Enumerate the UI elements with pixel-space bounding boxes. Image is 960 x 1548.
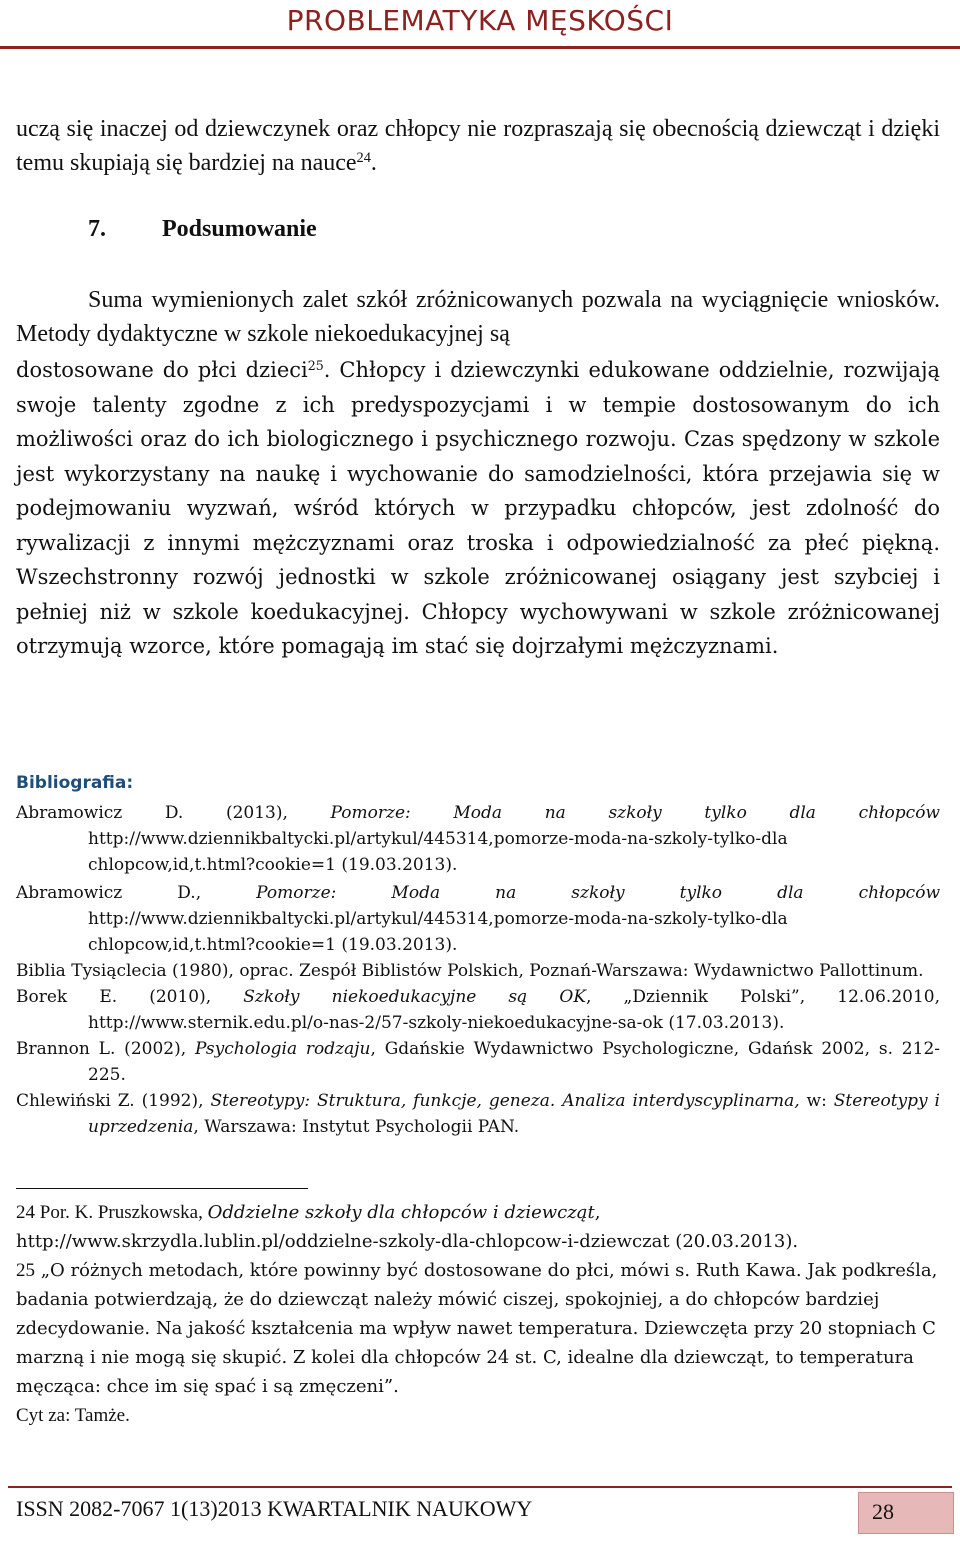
bib-author: Abramowicz D. (2013), [16,803,331,823]
bib-entry [16,1036,940,1088]
footnote-24 [16,1198,940,1256]
journal-info: ISSN 2082-7067 1(13)2013 KWARTALNIK NAUKOWY [16,1496,533,1521]
footnotes [16,1198,940,1430]
footnote-citation: Cyt za: Tamże. [16,1405,130,1426]
bib-entry: Biblia Tysiąclecia (1980), oprac. Zespół Biblistów Polskich, Poznań-Warszawa: Wydawnictwo Pallottinum. [16,961,924,981]
footnote-link[interactable]: , http://www.skrzydla.lublin.pl/oddzielne-szkoly-dla-chlopcow-i-dziewczat (20.03.2013). [16,1202,799,1252]
header-rule [0,46,960,49]
paragraph-intro [16,112,940,180]
bib-connector: w: [799,1091,834,1111]
footnote-text: Por. K. Pruszkowska, [35,1202,208,1223]
footnote-25 [16,1256,940,1401]
paragraph-intro-end: . [370,150,377,176]
page-footer [0,1486,960,1548]
bib-title: Stereotypy: Struktura, funkcje, geneza. Analiza interdyscyplinarna, [210,1091,800,1111]
bib-link[interactable]: http://www.dziennikbaltycki.pl/artykul/445314,pomorze-moda-na-szkoly-tylko-dla chlopcow,id,t.html?cookie=1 (19.03.2013). [88,909,788,955]
bib-title: Pomorze: Moda na szkoły tylko dla chłopców [256,883,940,903]
section-heading [88,212,317,246]
bib-entry [16,880,940,958]
footnote-number: 24 [16,1202,35,1223]
bib-author: Borek E. (2010), [16,987,244,1007]
bib-title: Psychologia rodzaju [194,1039,371,1059]
footnote-ref-25[interactable]: 25 [307,358,324,374]
footnote-title: Oddzielne szkoły dla chłopców i dziewcząt [207,1202,595,1223]
bib-entry [16,1088,940,1140]
bib-author: Chlewiński Z. (1992), [16,1091,211,1111]
bib-title: Pomorze: Moda na szkoły tylko dla chłopców [330,803,940,823]
bib-author: Abramowicz D., [16,883,257,903]
bib-entry [16,984,940,1036]
paragraph-summary-text: . Chłopcy i dziewczynki edukowane oddzielnie, rozwijają swoje talenty zgodne z ich predyspozycjami i w tempie dostosowanym do ich możliwości oraz do ich biologicznego i psychicznego rozwoju. Czas spędzony w szkole jest wykorzystany na naukę i wychowanie do samodzielności, która przejawia się w podejmowaniu wyzwań, wśród których w przypadku chłopców, jest zdolność do rywalizacji z innymi mężczyznami oraz troska i odpowiedzialność za płeć piękną. Wszechstronny rozwój jednostki w szkole zróżnicowanej osiągany jest szybciej i pełniej niż w szkole koedukacyjnej. Chłopcy wychowywani w szkole zróżnicowanej otrzymują wzorce, które pomagają im stać się dojrzałymi mężczyznami. [16,358,940,658]
footer-rule [8,1486,952,1488]
footnote-separator [16,1188,308,1189]
paragraph-summary-start-text: dostosowane do płci dzieci [16,358,308,382]
page-number: 28 [872,1499,894,1524]
footnote-text: „O różnych metodach, które powinny być dostosowane do płci, mówi s. Ruth Kawa. Jak podkreśla, badania potwierdzają, że do dziewcząt należy mówić ciszej, spokojniej, a do chłopców bardziej zdecydowanie. Na jakość kształcenia ma wpływ nawet temperatura. Dziewczęta przy 20 stopniach C marzną i nie mogą się skupić. Z kolei dla chłopców 24 st. C, idealne dla dziewcząt, to temperatura męcząca: chce im się spać i są zmęczeni”. [16,1260,938,1397]
section-title: Podsumowanie [162,216,317,242]
bib-link[interactable]: , „Dziennik Polski”, 12.06.2010, http://www.sternik.edu.pl/o-nas-2/57-szkoly-niekoedukacyjne-sa-ok (17.03.2013). [88,987,940,1033]
footnote-ref-24[interactable]: 24 [356,150,371,167]
bib-author: Brannon L. (2002), [16,1039,195,1059]
bib-book-title: Stereotypy i uprzedzenia [88,1091,940,1137]
paragraph-summary-start: Suma wymienionych zalet szkół zróżnicowanych pozwala na wyciągnięcie wniosków. Metody dydaktyczne w szkole niekoedukacyjnej są [16,287,940,347]
bibliography-heading: Bibliografia: [16,773,134,793]
header-title: PROBLEMATYKA MĘSKOŚCI [286,4,674,37]
bib-publisher: , Gdańskie Wydawnictwo Psychologiczne, Gdańsk 2002, s. 212-225. [88,1039,940,1085]
paragraph-intro-text: uczą się inaczej od dziewczynek oraz chłopcy nie rozpraszają się obecnością dziewcząt i dzięki temu skupiają się bardziej na nauce [16,116,940,176]
paragraph-summary [16,353,940,664]
bib-link[interactable]: http://www.dziennikbaltycki.pl/artykul/445314,pomorze-moda-na-szkoly-tylko-dla chlopcow,id,t.html?cookie=1 (19.03.2013). [88,829,788,875]
page-number-box [858,1492,954,1534]
bib-entry [16,800,940,878]
footnote-number: 25 [16,1260,35,1281]
bib-publisher: , Warszawa: Instytut Psychologii PAN. [193,1117,520,1137]
bibliography [16,770,940,1140]
section-number: 7. [88,216,106,242]
bib-title: Szkoły niekoedukacyjne są OK [243,987,587,1007]
running-header [0,0,960,46]
